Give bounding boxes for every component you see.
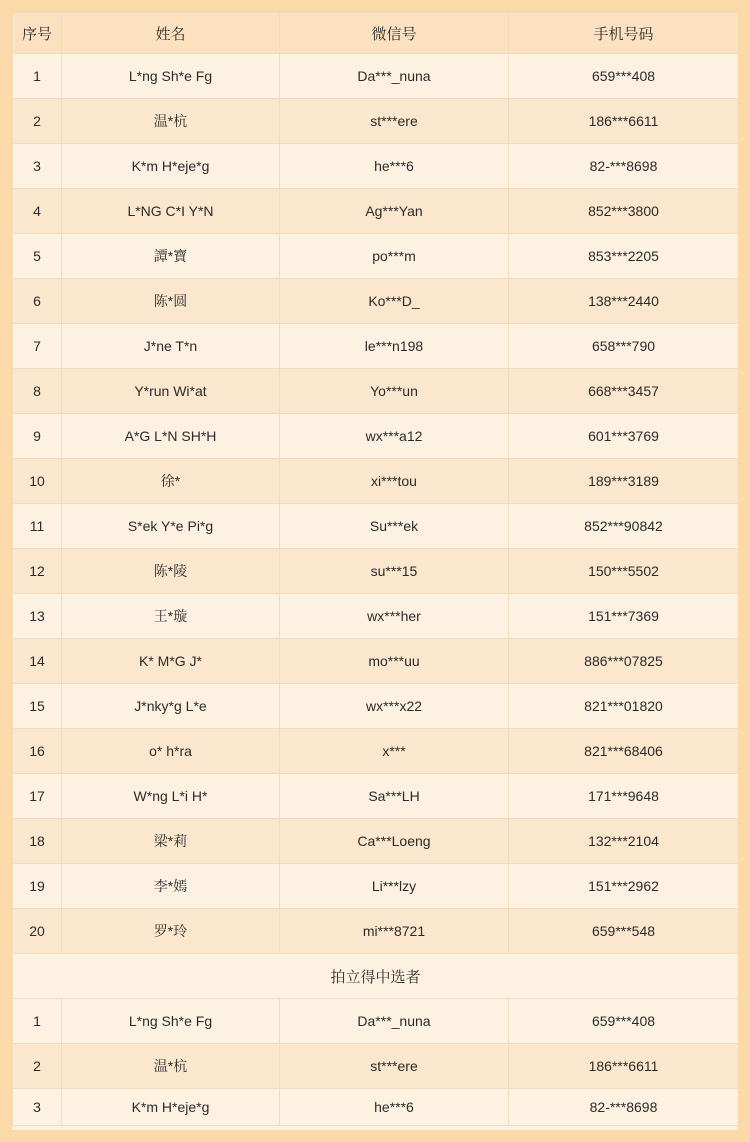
cell-name: 温*杭 xyxy=(62,99,280,144)
cell-name: L*NG C*I Y*N xyxy=(62,189,280,234)
header-name: 姓名 xyxy=(62,13,280,54)
cell-index: 10 xyxy=(13,459,62,504)
cell-phone: 151***2962 xyxy=(509,864,739,909)
cell-wechat: xi***tou xyxy=(280,459,509,504)
cell-phone: 189***3189 xyxy=(509,459,739,504)
cell-wechat: wx***a12 xyxy=(280,414,509,459)
table-row xyxy=(13,459,739,504)
cell-wechat: x*** xyxy=(280,729,509,774)
cell-phone: 853***2205 xyxy=(509,234,739,279)
table-row xyxy=(13,594,739,639)
cell-name: K* M*G J* xyxy=(62,639,280,684)
cell-wechat: mo***uu xyxy=(280,639,509,684)
cell-index: 14 xyxy=(13,639,62,684)
table-row xyxy=(13,549,739,594)
cell-phone: 151***7369 xyxy=(509,594,739,639)
cell-phone: 886***07825 xyxy=(509,639,739,684)
cell-wechat: Sa***LH xyxy=(280,774,509,819)
cell-phone: 852***90842 xyxy=(509,504,739,549)
cell-index: 11 xyxy=(13,504,62,549)
cell-phone: 132***2104 xyxy=(509,819,739,864)
table-row xyxy=(13,99,739,144)
header-phone: 手机号码 xyxy=(509,13,739,54)
cell-index: 17 xyxy=(13,774,62,819)
cell-index: 1 xyxy=(13,999,62,1044)
cell-index: 1 xyxy=(13,54,62,99)
cell-name: J*nky*g L*e xyxy=(62,684,280,729)
table-row xyxy=(13,369,739,414)
table-row xyxy=(13,729,739,774)
cell-index: 3 xyxy=(13,144,62,189)
cell-index: 4 xyxy=(13,189,62,234)
header-index: 序号 xyxy=(13,13,62,54)
cell-phone: 659***408 xyxy=(509,54,739,99)
table-row xyxy=(13,189,739,234)
cell-index: 12 xyxy=(13,549,62,594)
cell-phone: 668***3457 xyxy=(509,369,739,414)
table-row xyxy=(13,639,739,684)
cell-index: 9 xyxy=(13,414,62,459)
cell-phone: 150***5502 xyxy=(509,549,739,594)
cell-wechat: Su***ek xyxy=(280,504,509,549)
table-row xyxy=(13,324,739,369)
cell-phone: 658***790 xyxy=(509,324,739,369)
cell-phone: 821***01820 xyxy=(509,684,739,729)
table-row xyxy=(13,1044,739,1089)
cell-wechat: Ko***D_ xyxy=(280,279,509,324)
section-title: 拍立得中选者 xyxy=(13,954,739,999)
table-row xyxy=(13,774,739,819)
cell-name: J*ne T*n xyxy=(62,324,280,369)
cell-wechat: he***6 xyxy=(280,144,509,189)
section-title-row xyxy=(13,954,739,999)
cell-index: 20 xyxy=(13,909,62,954)
table-row xyxy=(13,864,739,909)
cell-name: 温*杭 xyxy=(62,1044,280,1089)
cell-name: L*ng Sh*e Fg xyxy=(62,999,280,1044)
cell-wechat: wx***x22 xyxy=(280,684,509,729)
cell-phone: 82-***8698 xyxy=(509,1089,739,1126)
cell-index: 5 xyxy=(13,234,62,279)
cell-index: 8 xyxy=(13,369,62,414)
cell-index: 16 xyxy=(13,729,62,774)
cell-name: o* h*ra xyxy=(62,729,280,774)
cell-wechat: Ca***Loeng xyxy=(280,819,509,864)
cell-wechat: Da***_nuna xyxy=(280,54,509,99)
cell-index: 7 xyxy=(13,324,62,369)
table-row xyxy=(13,1089,739,1126)
cell-index: 18 xyxy=(13,819,62,864)
cell-name: K*m H*eje*g xyxy=(62,144,280,189)
cell-phone: 659***548 xyxy=(509,909,739,954)
winners-table xyxy=(12,12,738,1126)
cell-name: W*ng L*i H* xyxy=(62,774,280,819)
cell-wechat: st***ere xyxy=(280,1044,509,1089)
cell-index: 2 xyxy=(13,99,62,144)
cell-phone: 82-***8698 xyxy=(509,144,739,189)
cell-name: 李*嫣 xyxy=(62,864,280,909)
cell-wechat: su***15 xyxy=(280,549,509,594)
table-row xyxy=(13,54,739,99)
cell-wechat: Yo***un xyxy=(280,369,509,414)
cell-phone: 171***9648 xyxy=(509,774,739,819)
cell-wechat: st***ere xyxy=(280,99,509,144)
table-row xyxy=(13,279,739,324)
cell-phone: 601***3769 xyxy=(509,414,739,459)
cell-phone: 659***408 xyxy=(509,999,739,1044)
cell-phone: 186***6611 xyxy=(509,99,739,144)
cell-name: 徐* xyxy=(62,459,280,504)
cell-name: 王*璇 xyxy=(62,594,280,639)
cell-name: 陈*陵 xyxy=(62,549,280,594)
cell-index: 13 xyxy=(13,594,62,639)
cell-wechat: wx***her xyxy=(280,594,509,639)
table-row xyxy=(13,504,739,549)
cell-index: 2 xyxy=(13,1044,62,1089)
header-wechat: 微信号 xyxy=(280,13,509,54)
table-row xyxy=(13,999,739,1044)
cell-phone: 186***6611 xyxy=(509,1044,739,1089)
cell-phone: 852***3800 xyxy=(509,189,739,234)
cell-name: L*ng Sh*e Fg xyxy=(62,54,280,99)
cell-index: 3 xyxy=(13,1089,62,1126)
cell-wechat: Da***_nuna xyxy=(280,999,509,1044)
cell-wechat: he***6 xyxy=(280,1089,509,1126)
table-row xyxy=(13,819,739,864)
cell-wechat: Li***lzy xyxy=(280,864,509,909)
cell-name: 梁*莉 xyxy=(62,819,280,864)
table-row xyxy=(13,684,739,729)
cell-name: 譚*寶 xyxy=(62,234,280,279)
table-row xyxy=(13,414,739,459)
cell-wechat: Ag***Yan xyxy=(280,189,509,234)
cell-name: S*ek Y*e Pi*g xyxy=(62,504,280,549)
cell-index: 6 xyxy=(13,279,62,324)
table-row xyxy=(13,909,739,954)
table-row xyxy=(13,144,739,189)
cell-phone: 138***2440 xyxy=(509,279,739,324)
table-header-row xyxy=(13,13,739,54)
cell-name: K*m H*eje*g xyxy=(62,1089,280,1126)
cell-name: 罗*玲 xyxy=(62,909,280,954)
cell-index: 19 xyxy=(13,864,62,909)
cell-name: A*G L*N SH*H xyxy=(62,414,280,459)
cell-wechat: le***n198 xyxy=(280,324,509,369)
cell-wechat: mi***8721 xyxy=(280,909,509,954)
cell-index: 15 xyxy=(13,684,62,729)
table-row xyxy=(13,234,739,279)
cell-phone: 821***68406 xyxy=(509,729,739,774)
cell-name: 陈*圆 xyxy=(62,279,280,324)
cell-wechat: po***m xyxy=(280,234,509,279)
winners-list-frame xyxy=(12,12,738,1130)
cell-name: Y*run Wi*at xyxy=(62,369,280,414)
